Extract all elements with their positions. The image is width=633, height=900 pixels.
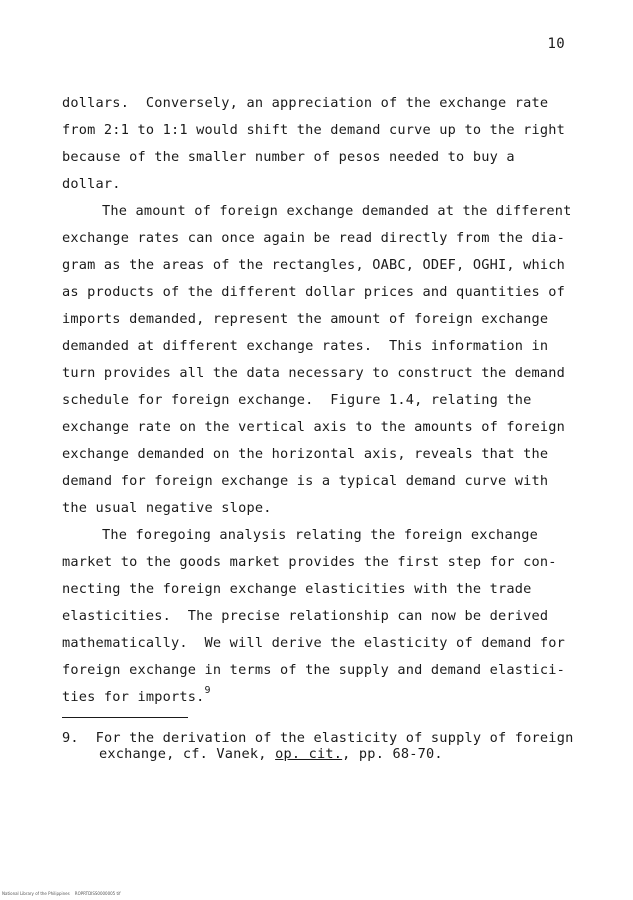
- text-line: demanded at different exchange rates. This information in: [62, 338, 549, 354]
- footnote-text-2b: , pp. 68-70.: [342, 746, 443, 762]
- text-line: turn provides all the data necessary to construct the demand: [62, 365, 566, 381]
- footnote-text-1: For the derivation of the elasticity of supply of foreign: [95, 730, 574, 746]
- footnote-text-2a: exchange, cf. Vanek,: [99, 746, 276, 762]
- footnote-citation: op. cit.: [275, 746, 343, 762]
- text-line: foreign exchange in terms of the supply and demand elastici-: [62, 662, 566, 678]
- last-line-text: ties for imports.: [62, 689, 205, 705]
- text-line: necting the foreign exchange elasticities with the trade: [62, 581, 532, 597]
- text-line-last: [62, 684, 582, 712]
- footnote: [62, 730, 582, 762]
- footnote-line-1: [62, 730, 582, 746]
- text-line: elasticities. The precise relationship can now be derived: [62, 608, 549, 624]
- text-line: The amount of foreign exchange demanded at the different: [102, 203, 572, 219]
- text-line: exchange rates can once again be read directly from the dia-: [62, 230, 566, 246]
- text-line: mathematically. We will derive the elasticity of demand for: [62, 635, 566, 651]
- text-line: The foregoing analysis relating the foreign exchange: [102, 527, 538, 543]
- text-line: schedule for foreign exchange. Figure 1.4, relating the: [62, 392, 532, 408]
- text-line: exchange demanded on the horizontal axis, reveals that the: [62, 446, 549, 462]
- text-line: dollars. Conversely, an appreciation of the exchange rate: [62, 95, 549, 111]
- scan-watermark: National Library of the Philippines ROPRTDISS0000005 tif: [2, 891, 121, 896]
- text-line: as products of the different dollar prices and quantities of: [62, 284, 566, 300]
- footnote-divider: [62, 717, 188, 718]
- text-line: from 2:1 to 1:1 would shift the demand curve up to the right: [62, 122, 566, 138]
- text-line: exchange rate on the vertical axis to the amounts of foreign: [62, 419, 566, 435]
- text-line: imports demanded, represent the amount of foreign exchange: [62, 311, 549, 327]
- text-line: gram as the areas of the rectangles, OABC, ODEF, OGHI, which: [62, 257, 566, 273]
- text-line: market to the goods market provides the first step for con-: [62, 554, 557, 570]
- footnote-number: 9.: [62, 730, 79, 746]
- body-text: [62, 90, 582, 712]
- footnote-line-2: [62, 746, 582, 762]
- footnote-marker: 9: [204, 685, 211, 696]
- text-line: dollar.: [62, 176, 121, 192]
- text-line: because of the smaller number of pesos needed to buy a: [62, 149, 515, 165]
- text-line: the usual negative slope.: [62, 500, 272, 516]
- text-line: demand for foreign exchange is a typical demand curve with: [62, 473, 549, 489]
- page-number: 10: [547, 36, 565, 52]
